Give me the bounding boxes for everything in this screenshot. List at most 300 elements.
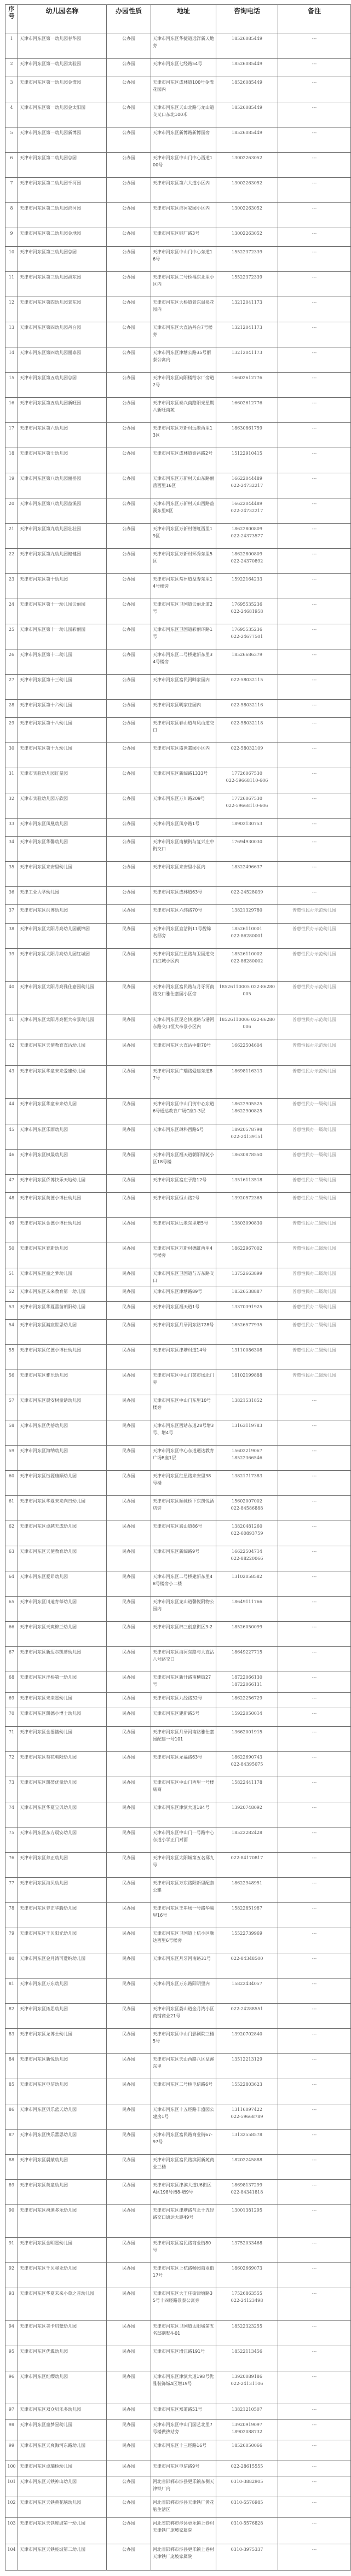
address-cell: 天津市河东区远翠东里增5号 [151, 1218, 216, 1243]
table-row [5, 1243, 351, 1268]
school-type-cell: 公办园 [107, 473, 151, 498]
school-type-cell: 民办园 [107, 2371, 151, 2404]
row-number-cell: 9 [5, 228, 18, 247]
address-cell: 天津市河东区津塘村道14号 [151, 1345, 216, 1370]
phone-number: 15822441178 [232, 1780, 262, 1785]
school-type-cell: 民办园 [107, 1446, 151, 1471]
row-number-cell: 73 [5, 1777, 18, 1802]
phone-number: 13803090830 [232, 1221, 262, 1226]
row-number-cell: 37 [5, 905, 18, 924]
phone-cell [216, 1420, 278, 1446]
table-row [5, 2288, 351, 2321]
header-note: 备注 [278, 5, 351, 33]
note-cell: --- [278, 423, 351, 448]
kindergarten-name-cell: 天津市河东区葵花朝阳幼儿园 [18, 1752, 107, 1777]
address-cell: 天津市河东区大直沽丹台7号楼旁 [151, 322, 216, 347]
note-cell: --- [278, 1546, 351, 1571]
kindergarten-name-cell: 天津市河东区龙博士幼儿园 [18, 2029, 107, 2054]
note-cell: --- [278, 743, 351, 768]
table-row [5, 2054, 351, 2079]
phone-number: 13752033468 [232, 2241, 262, 2246]
row-number-cell: 59 [5, 1446, 18, 1471]
row-number-cell: 26 [5, 649, 18, 675]
row-number-cell: 69 [5, 1693, 18, 1708]
table-row [5, 1708, 351, 1727]
phone-number: 022-28615555 [231, 2464, 263, 2469]
phone-number: 022-58032116 [231, 703, 263, 707]
address-cell: 天津市河东区南横街与复兴庄中街交口 [151, 837, 216, 862]
row-number-cell: 79 [5, 1928, 18, 1953]
note-cell: --- [278, 1878, 351, 1903]
phone-number: 13920572365 [232, 1196, 262, 1200]
phone-cell [216, 1446, 278, 1471]
address-cell: 天津市河东区卫国道太阳城第五名邸别墅4-01 [151, 2321, 216, 2346]
school-type-cell: 公办园 [107, 322, 151, 347]
address-cell: 天津市河东区津滨大道198号优雅装饰城A区增19号 [151, 2371, 216, 2404]
row-number-cell: 52 [5, 1286, 18, 1302]
table-row [5, 1395, 351, 1420]
table-row [5, 1622, 351, 1647]
note-cell: --- [278, 2054, 351, 2079]
note-cell: --- [278, 77, 351, 102]
row-number-cell: 44 [5, 1099, 18, 1124]
note-cell: --- [278, 1953, 351, 1979]
phone-number: 18630878550 [232, 1152, 262, 1157]
school-type-cell: 民办园 [107, 1345, 151, 1370]
note-cell: --- [278, 228, 351, 247]
phone-number: 18698137299 [232, 2183, 262, 2188]
phone-number: 022-86280001 [231, 933, 263, 938]
phone-number: 022-24681958 [231, 609, 263, 614]
school-type-cell: 民办园 [107, 1370, 151, 1395]
kindergarten-name-cell: 天津市河东区第十八幼儿园 [18, 718, 107, 743]
phone-number: 022-24732217 [231, 483, 263, 488]
note-cell: 普惠性民办示范幼儿园 [278, 949, 351, 982]
kindergarten-name-cell: 天津市河东区金明星幼儿园 [18, 2238, 107, 2263]
address-cell: 天津市河东区月牙河南路31号 [151, 1953, 216, 1979]
address-cell: 天津市河东区来安里小区内 [151, 862, 216, 887]
note-cell: --- [278, 448, 351, 473]
address-cell: 天津市河东区王串场一号路华腾里16号 [151, 1903, 216, 1928]
phone-cell [216, 768, 278, 793]
address-cell: 天津市河东区明家庄园内 [151, 700, 216, 718]
row-number-cell: 65 [5, 1597, 18, 1622]
phone-cell [216, 862, 278, 887]
school-type-cell: 民办园 [107, 1014, 151, 1040]
phone-cell [216, 675, 278, 700]
kindergarten-name-cell: 天津市河东区钰源康顺幼儿园 [18, 1471, 107, 1496]
table-row [5, 2263, 351, 2288]
row-number-cell: 51 [5, 1268, 18, 1286]
table-row [5, 2130, 351, 2155]
phone-number: 022-59668110-606 [226, 778, 268, 783]
row-number-cell: 40 [5, 982, 18, 1014]
phone-cell [216, 203, 278, 228]
kindergarten-name-cell: 天津市河东区未来教育第一幼儿园 [18, 1286, 107, 1302]
phone-number: 13920702840 [232, 2032, 262, 2037]
note-cell: --- [278, 1928, 351, 1953]
row-number-cell: 47 [5, 1175, 18, 1193]
kindergarten-name-cell: 天津市河东区亿德小博仕幼儿园 [18, 1345, 107, 1370]
phone-number: 18526085449 [232, 80, 262, 85]
kindergarten-name-cell: 天津市河东区太阳月亮幼儿园靓锦园 [18, 924, 107, 949]
note-cell: --- [278, 347, 351, 373]
kindergarten-name-cell: 天津市河东区川迪育蒂幼儿园 [18, 1597, 107, 1622]
kindergarten-name-cell: 天津市河东区华童未来幼儿园 [18, 1099, 107, 1124]
phone-number: 18526110002 [232, 952, 262, 956]
phone-number: 15522372339 [232, 250, 262, 254]
address-cell: 天津市河东区中山门一号路中心东道小学正门对面 [151, 1827, 216, 1853]
phone-number: 13002263052 [232, 181, 262, 185]
phone-cell [216, 1370, 278, 1395]
row-number-cell: 20 [5, 498, 18, 524]
table-row [5, 599, 351, 624]
kindergarten-name-cell: 天津市河东区来安里幼儿园 [18, 862, 107, 887]
table-row [5, 1014, 351, 1040]
row-number-cell: 99 [5, 2440, 18, 2461]
school-type-cell: 民办园 [107, 1546, 151, 1571]
table-row [5, 1752, 351, 1777]
note-cell: --- [278, 1727, 351, 1752]
phone-number: 13102058582 [232, 1574, 262, 1579]
kindergarten-name-cell: 天津市河东区金摇篮幼儿园 [18, 1727, 107, 1752]
note-cell: --- [278, 1827, 351, 1853]
row-number-cell: 81 [5, 1979, 18, 2004]
table-row [5, 1099, 351, 1124]
address-cell: 天津市河东区棉三创意街区3-2 [151, 1622, 216, 1647]
address-cell: 天津市河东区津塘路与北十五经路交口通达大厦49号 [151, 2205, 216, 2238]
table-row [5, 2440, 351, 2461]
kindergarten-name-cell: 天津市河东区海贝幼儿园 [18, 1878, 107, 1903]
phone-number: 18649227715 [232, 1650, 262, 1655]
note-cell: 普惠性民办二级幼儿园 [278, 1320, 351, 1345]
kindergarten-name-cell: 天津市河东区晨安树童话幼儿园 [18, 1395, 107, 1420]
phone-cell [216, 2263, 278, 2288]
school-type-cell: 民办园 [107, 2155, 151, 2180]
address-cell: 天津市河东区成林道100号金湾花园内 [151, 77, 216, 102]
phone-cell [216, 2004, 278, 2029]
address-cell: 天津市河东区恒山路2号 [151, 1193, 216, 1218]
address-cell: 天津市河东区富民路与月牙河南路交口雅仕嘉园小区旁 [151, 982, 216, 1014]
school-type-cell: 公办园 [107, 373, 151, 398]
phone-cell [216, 473, 278, 498]
school-type-cell: 民办园 [107, 2054, 151, 2079]
school-type-cell: 民办园 [107, 1150, 151, 1175]
row-number-cell: 43 [5, 1066, 18, 1099]
note-cell: --- [278, 272, 351, 297]
phone-number: 18526110006 022-86280006 [219, 1017, 275, 1029]
phone-cell [216, 2544, 278, 2571]
phone-number: 13212041173 [232, 325, 262, 330]
note-cell: 普惠性民办示范幼儿园 [278, 905, 351, 924]
note-cell: 普惠性民办二级幼儿园 [278, 1193, 351, 1218]
phone-cell [216, 59, 278, 77]
table-row [5, 1727, 351, 1752]
phone-cell [216, 949, 278, 982]
address-cell: 天津市河东区常州道益寿东里14号楼旁 [151, 574, 216, 599]
table-row [5, 1471, 351, 1496]
table-row [5, 473, 351, 498]
address-cell: 天津市河东区春山道与凤山道交口 [151, 718, 216, 743]
note-cell: 普惠性民办二级幼儿园 [278, 1286, 351, 1302]
phone-cell [216, 524, 278, 549]
school-type-cell: 公办园 [107, 574, 151, 599]
note-cell: --- [278, 2288, 351, 2321]
school-type-cell: 民办园 [107, 1979, 151, 2004]
kindergarten-name-cell: 天津市河东区第五幼儿园新旺园 [18, 398, 107, 423]
note-cell: --- [278, 1979, 351, 2004]
kindergarten-name-cell: 天津市河东区爱昂幼儿园 [18, 1571, 107, 1597]
address-cell: 河北省邯郸市涉县更乐镇上卷村天津铁厂庞坡家属院 [151, 2544, 216, 2571]
phone-cell [216, 599, 278, 624]
note-cell: --- [278, 498, 351, 524]
address-cell: 天津市河东区月牙河东路728号 [151, 1320, 216, 1345]
kindergarten-name-cell: 天津市河东区天铁黄花脑幼儿园 [18, 2497, 107, 2518]
phone-cell [216, 1693, 278, 1708]
school-type-cell: 公办园 [107, 127, 151, 153]
kindergarten-name-cell: 天津市河东区快乐蕾思幼儿园 [18, 2130, 107, 2155]
phone-cell [216, 448, 278, 473]
phone-cell [216, 2130, 278, 2155]
school-type-cell: 民办园 [107, 2420, 151, 2440]
address-cell: 天津市河东区二号桥建新东里34号楼旁 [151, 649, 216, 675]
phone-number: 18322496637 [232, 865, 262, 869]
phone-number: 022-24528039 [231, 890, 263, 895]
note-cell: --- [278, 1420, 351, 1446]
row-number-cell: 2 [5, 59, 18, 77]
phone-cell [216, 1672, 278, 1693]
phone-number: 18526110005 022-86280005 [219, 984, 275, 996]
phone-number: 18526110001 [232, 926, 262, 931]
note-cell: --- [278, 862, 351, 887]
row-number-cell: 84 [5, 2054, 18, 2079]
address-cell: 天津市河东区中山门影剧院三楼5号 [151, 2029, 216, 2054]
row-number-cell: 102 [5, 2497, 18, 2518]
row-number-cell: 15 [5, 373, 18, 398]
address-cell: 天津市河东区红星路来安里38号楼 [151, 1471, 216, 1496]
school-type-cell: 民办园 [107, 982, 151, 1014]
phone-cell [216, 2461, 278, 2476]
phone-cell [216, 1218, 278, 1243]
school-type-cell: 公办园 [107, 862, 151, 887]
table-row [5, 949, 351, 982]
row-number-cell: 24 [5, 599, 18, 624]
phone-cell [216, 2238, 278, 2263]
row-number-cell: 27 [5, 675, 18, 700]
address-cell: 天津市河东区二号桥电信路6号 [151, 2079, 216, 2104]
phone-cell [216, 2054, 278, 2079]
table-row [5, 1953, 351, 1979]
table-row [5, 905, 351, 924]
school-type-cell: 民办园 [107, 2180, 151, 2205]
note-cell: --- [278, 1903, 351, 1928]
table-row [5, 2079, 351, 2104]
address-cell: 天津市河东区万新村天山西路益溪东里8区 [151, 498, 216, 524]
school-type-cell: 公办园 [107, 272, 151, 297]
kindergarten-name-cell: 天津市河东区凯德小博士幼儿园 [18, 1708, 107, 1727]
phone-cell [216, 1979, 278, 2004]
phone-number: 022-84395075 [231, 1762, 263, 1767]
phone-number: 17526863555 [232, 2291, 262, 2296]
table-row [5, 2238, 351, 2263]
phone-number: 022-24131106 [231, 2381, 263, 2386]
kindergarten-name-cell: 天津市河东区卓越天成幼儿园 [18, 1521, 107, 1546]
address-cell: 天津市河东区大王庄街津塘路35号十四经路景泰公寓旁 [151, 2288, 216, 2321]
table-row [5, 1370, 351, 1395]
note-cell: --- [278, 2180, 351, 2205]
row-number-cell: 101 [5, 2476, 18, 2497]
address-cell: 天津市河东区万新村天山东路丽岳西里16区 [151, 473, 216, 498]
note-cell: --- [278, 768, 351, 793]
table-row [5, 1827, 351, 1853]
phone-cell [216, 1268, 278, 1286]
note-cell: --- [278, 549, 351, 574]
address-cell: 天津市河东区中山门街中心东道6号通达教育广场C座1-3层 [151, 1099, 216, 1124]
kindergarten-name-cell: 天津市河东区洋桥第一幼儿园 [18, 1672, 107, 1693]
school-type-cell: 民办园 [107, 1953, 151, 1979]
phone-cell [216, 1243, 278, 1268]
phone-cell [216, 924, 278, 949]
school-type-cell: 民办园 [107, 2104, 151, 2130]
note-cell: 普惠性民办二级幼儿园 [278, 1175, 351, 1193]
school-type-cell: 公办园 [107, 498, 151, 524]
phone-cell [216, 649, 278, 675]
note-cell: --- [278, 1647, 351, 1672]
note-cell: 普惠性民办示范幼儿园 [278, 924, 351, 949]
school-type-cell: 公办园 [107, 675, 151, 700]
address-cell: 天津市河东区新阔路9号 [151, 1546, 216, 1571]
school-type-cell: 公办园 [107, 819, 151, 837]
note-cell: --- [278, 675, 351, 700]
phone-cell [216, 178, 278, 203]
row-number-cell: 61 [5, 1496, 18, 1521]
address-cell: 天津市河东区中山门菜市场北门旁 [151, 1370, 216, 1395]
phone-cell [216, 2518, 278, 2544]
phone-number: 022-60893759 [231, 1531, 263, 1536]
note-cell: 普惠性民办二级幼儿园 [278, 1218, 351, 1243]
phone-number: 13512213129 [232, 2057, 262, 2062]
address-cell: 天津市河东区六纬路70号 [151, 905, 216, 924]
school-type-cell: 民办园 [107, 2263, 151, 2288]
note-cell: --- [278, 2346, 351, 2371]
note-cell: --- [278, 1446, 351, 1471]
phone-cell [216, 2371, 278, 2404]
table-row [5, 1496, 351, 1521]
note-cell: --- [278, 837, 351, 862]
phone-cell [216, 102, 278, 127]
phone-cell [216, 153, 278, 178]
kindergarten-name-cell: 天津市河东区未来星幼儿园 [18, 1693, 107, 1708]
note-cell: --- [278, 373, 351, 398]
note-cell: --- [278, 1597, 351, 1622]
kindergarten-name-cell: 天津市河东区第九幼儿园壮壮园 [18, 524, 107, 549]
kindergarten-name-cell: 天津市河东区华馨幼儿园 [18, 837, 107, 862]
note-cell: --- [278, 2263, 351, 2288]
phone-cell [216, 549, 278, 574]
phone-cell [216, 1903, 278, 1928]
row-number-cell: 72 [5, 1752, 18, 1777]
row-number-cell: 33 [5, 819, 18, 837]
school-type-cell: 民办园 [107, 1878, 151, 1903]
row-number-cell: 8 [5, 203, 18, 228]
address-cell: 天津市河东区第六大道小区内 [151, 178, 216, 203]
note-cell: --- [278, 718, 351, 743]
table-row [5, 1320, 351, 1345]
table-row [5, 624, 351, 649]
note-cell: --- [278, 2155, 351, 2180]
address-cell: 天津市河东区郑道路51号 [151, 2404, 216, 2420]
kindergarten-name-cell: 天津市河东区第十一幼儿园彩丽园 [18, 624, 107, 649]
row-number-cell: 50 [5, 1243, 18, 1268]
row-number-cell: 42 [5, 1040, 18, 1066]
note-cell: 普惠性民办二级幼儿园 [278, 1345, 351, 1370]
address-cell: 天津市河东区娄山道金月湾小区商铺商业21号 [151, 2004, 216, 2029]
row-number-cell: 96 [5, 2371, 18, 2404]
phone-number: 0310-3975337 [231, 2547, 263, 2552]
row-number-cell: 10 [5, 247, 18, 272]
address-cell: 天津市河东区福天道1号 [151, 1302, 216, 1320]
row-number-cell: 48 [5, 1193, 18, 1218]
kindergarten-name-cell: 天津市河东区凤凰幼儿园 [18, 819, 107, 837]
table-row [5, 743, 351, 768]
kindergarten-name-cell: 天津市河东区第一幼儿园金太阳园 [18, 102, 107, 127]
note-cell: --- [278, 1471, 351, 1496]
row-number-cell: 94 [5, 2321, 18, 2346]
address-cell: 天津市河东区七经路54号 [151, 59, 216, 77]
kindergarten-name-cell: 天津市河东区太阳月亮幼儿园红城园 [18, 949, 107, 982]
school-type-cell: 公办园 [107, 837, 151, 862]
row-number-cell: 53 [5, 1302, 18, 1320]
school-type-cell: 公办园 [107, 524, 151, 549]
row-number-cell: 23 [5, 574, 18, 599]
phone-number: 18102199888 [232, 1373, 262, 1378]
phone-number: 022-24288551 [231, 2006, 263, 2011]
row-number-cell: 66 [5, 1622, 18, 1647]
school-type-cell: 民办园 [107, 2079, 151, 2104]
table-row [5, 2205, 351, 2238]
address-cell: 天津市河东区富庄子路12号 [151, 1175, 216, 1193]
note-cell: --- [278, 1496, 351, 1521]
note-cell: --- [278, 2440, 351, 2461]
note-cell: 普惠性民办一级幼儿园 [278, 1099, 351, 1124]
school-type-cell: 民办园 [107, 2321, 151, 2346]
row-number-cell: 86 [5, 2104, 18, 2130]
phone-cell [216, 1571, 278, 1597]
phone-number: 022-24139151 [231, 1134, 263, 1139]
kindergarten-name-cell: 天津市河东区第四幼儿园丹台园 [18, 322, 107, 347]
table-row [5, 228, 351, 247]
note-cell: --- [278, 1802, 351, 1827]
table-row [5, 1571, 351, 1597]
phone-number: 16622044489 [232, 476, 262, 481]
address-cell: 天津市河东区富民路商业街67-97号 [151, 2130, 216, 2155]
address-cell: 天津市河东区万新村德虹西里19区 [151, 524, 216, 549]
row-number-cell: 36 [5, 887, 18, 905]
table-row [5, 819, 351, 837]
phone-number: 16602612776 [232, 401, 262, 405]
kindergarten-name-cell: 天津市河东区第六幼儿园 [18, 423, 107, 448]
kindergarten-name-cell: 天津市河东区贝乐蓝天幼儿园 [18, 2104, 107, 2130]
table-row [5, 1345, 351, 1370]
school-type-cell: 公办园 [107, 599, 151, 624]
phone-number: 18622690743 [232, 1755, 262, 1760]
note-cell: --- [278, 2130, 351, 2155]
kindergarten-name-cell: 天津市河东区第九幼儿园健健园 [18, 549, 107, 574]
address-cell: 河北省邯郸市涉县更乐镇上卷村天津铁厂庞坡家属院 [151, 2518, 216, 2544]
phone-cell [216, 2346, 278, 2371]
table-row [5, 247, 351, 272]
phone-cell [216, 2104, 278, 2130]
